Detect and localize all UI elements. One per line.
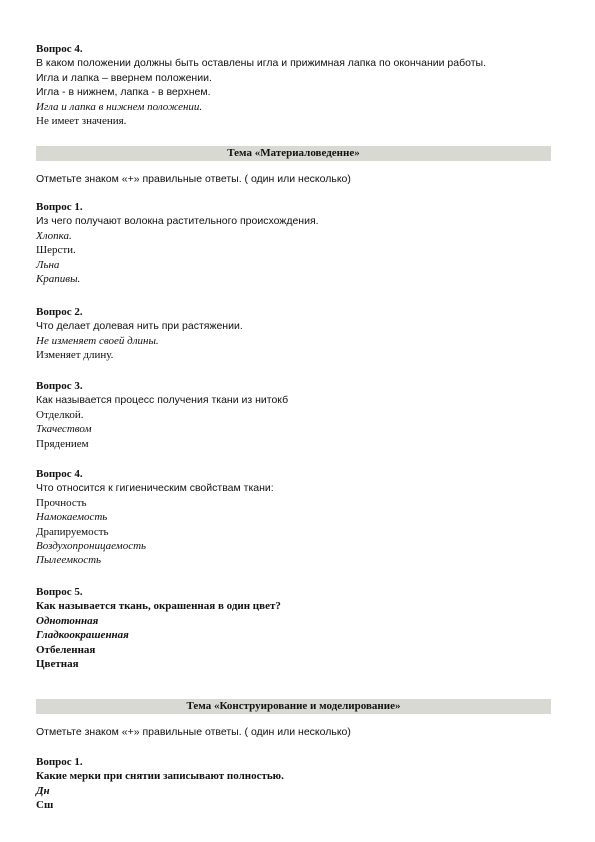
answer-option: Драпируемость <box>36 525 109 538</box>
question-title: Вопрос 4. <box>36 468 83 480</box>
answer-option: Отбеленная <box>36 643 96 656</box>
answer-option: Пылеемкость <box>36 554 102 567</box>
answer-option: Намокаемость <box>36 511 108 524</box>
answer-option: Сш <box>36 799 54 812</box>
question-block <box>36 379 556 451</box>
answer-option: Льна <box>36 258 60 271</box>
question-title: Вопрос 3. <box>36 380 83 392</box>
answer-option: Цветная <box>36 658 79 671</box>
answer-option: Игла и лапка – ввернем положении. <box>36 71 212 84</box>
question-block <box>36 42 556 128</box>
question-block <box>36 585 556 671</box>
question-block <box>36 755 556 813</box>
question-title: Вопрос 4. <box>36 43 83 55</box>
question-text: Как называется ткань, окрашенная в один цвет? <box>36 600 281 613</box>
question-block <box>36 467 556 568</box>
answer-option: Отделкой. <box>36 408 84 421</box>
section-header: Тема «Материаловеденне» <box>36 146 551 161</box>
question-text: Из чего получают волокна растительного происхождения. <box>36 215 319 228</box>
question-title: Вопрос 2. <box>36 306 83 318</box>
question-title: Вопрос 5. <box>36 586 83 598</box>
instruction-text: Отметьте знаком «+» правильные ответы. ( один или несколько) <box>36 726 351 738</box>
answer-option: Шерсти. <box>36 244 76 257</box>
answer-option: Гладкоокрашенная <box>36 629 129 642</box>
question-title: Вопрос 1. <box>36 756 83 768</box>
answer-option: Не имеет значения. <box>36 115 127 128</box>
answer-option: Прочность <box>36 496 87 509</box>
answer-option: Однотонная <box>36 614 99 627</box>
question-text: Как называется процесс получения ткани из нитокб <box>36 394 289 407</box>
answer-option: Дн <box>36 784 50 797</box>
answer-option: Прядением <box>36 437 89 450</box>
section-header: Тема «Конструирование и моделирование» <box>36 699 551 714</box>
question-block <box>36 305 556 363</box>
question-text: Какие мерки при снятии записывают полностью. <box>36 770 284 783</box>
answer-option: Игла и лапка в нижнем положении. <box>36 100 203 113</box>
question-text: Что делает долевая нить при растяжении. <box>36 320 243 333</box>
instruction-text: Отметьте знаком «+» правильные ответы. ( один или несколько) <box>36 173 351 185</box>
answer-option: Игла - в нижнем, лапка - в верхнем. <box>36 86 211 99</box>
question-text: В каком положении должны быть оставлены игла и прижимная лапка по окончании работы. <box>36 57 487 70</box>
question-title: Вопрос 1. <box>36 201 83 213</box>
question-text: Что относится к гигиеническим свойствам ткани: <box>36 482 274 495</box>
answer-option: Изменяет длину. <box>36 349 114 362</box>
answer-option: Крапивы. <box>36 273 81 286</box>
answer-option: Хлопка. <box>36 229 72 242</box>
answer-option: Воздухопроницаемость <box>36 540 147 553</box>
question-block <box>36 200 556 286</box>
answer-option: Ткачеством <box>36 423 92 436</box>
answer-option: Не изменяет своей длины. <box>36 334 159 347</box>
